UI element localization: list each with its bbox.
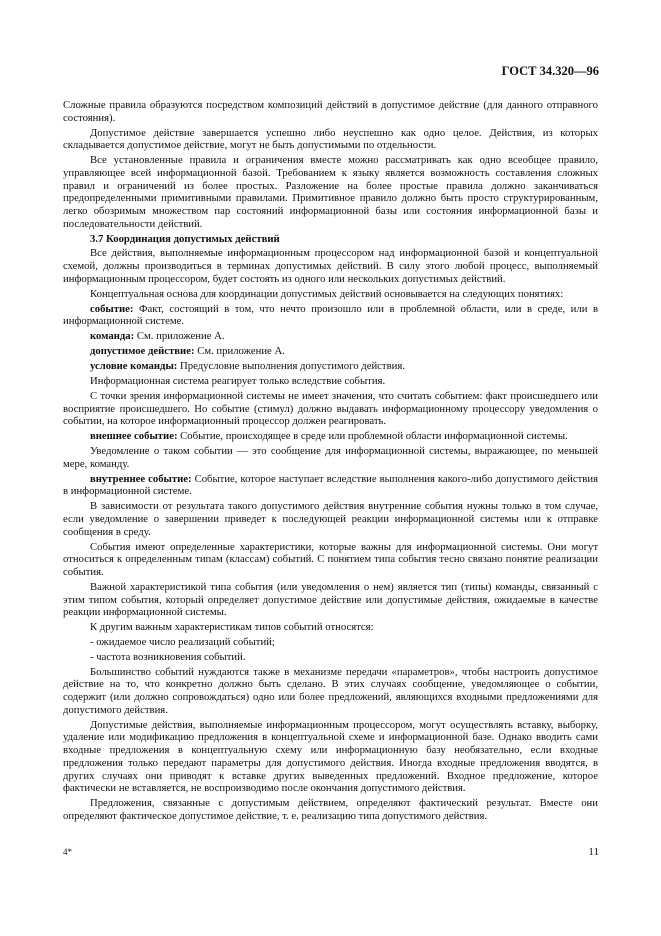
page-number: 11 (588, 846, 599, 858)
definition-text: См. приложение А. (194, 345, 285, 358)
definition-text: Факт, состоящий в том, что нечто произошло или в проблемной области, или в среде, или в информационной системе. (63, 302, 598, 328)
paragraph: Допустимое действие завершается успешно либо неуспешно как одно целое. Действия, из которых складывается допустимое действие, могут не быть допустимыми по отдельности. (63, 126, 598, 152)
definition-term: допустимое действие: (90, 345, 195, 358)
definition-paragraph (63, 430, 598, 443)
paragraph: Информационная система реагирует только вследствие события. (90, 374, 386, 387)
paragraph: Уведомление о таком событии — это сообщение для информационной системы, выражающее, по меньшей мере, команду. (63, 445, 598, 470)
definition-term: внешнее событие: (90, 430, 178, 443)
paragraph: Концептуальная основа для координации допустимых действий основывается на следующих понятиях: (90, 287, 564, 300)
paragraph: Предложения, связанные с допустимым действием, определяют фактический результат. Вместе они определяют фактическое допустимое действие, т. е. реализацию типа допустимого действия. (63, 797, 598, 822)
footer-sheet-mark: 4* (63, 847, 72, 857)
definition-paragraph (63, 473, 598, 498)
paragraph: Большинство событий нуждаются также в механизме передачи «параметров», чтобы настроить допустимое действие на то, что конкретно должно быть сделано. В этих случаях сообщение, уведомляющее о событии, содержит (или должно сопровождаться) одно или более предложений, являющихся входными предложениями для допустимого действия. (63, 665, 598, 716)
definition-term: условие команды: (90, 360, 178, 373)
definition-paragraph (63, 360, 598, 373)
list-item: - ожидаемое число реализаций событий; (90, 635, 275, 648)
paragraph: Сложные правила образуются посредством композиций действий в допустимое действие (для данного отправного состояния). (63, 99, 598, 124)
paragraph: События имеют определенные характеристики, которые важны для информационной системы. Они могут относиться к определенным типам (классам) событий. С понятием типа события тесно связано понятие реализации события. (63, 540, 598, 578)
definition-term: событие: (90, 302, 134, 315)
list-item: - частота возникновения событий. (90, 650, 246, 663)
paragraph: Важной характеристикой типа события (или уведомления о нем) является тип (типы) команды, связанный с этим типом события, который определяет допустимое действие или допустимые действия, ожидаемые в качестве реакции информационной системы. (63, 580, 598, 619)
body-text (63, 99, 598, 825)
section-heading: 3.7 Координация допустимых действий (90, 232, 280, 245)
definition-term: команда: (90, 330, 135, 343)
paragraph: Допустимые действия, выполняемые информационным процессором, могут осуществлять вставку, выборку, удаление или модификацию предложения в концептуальной схеме и информационной базе. Однако вводить сами входные предложения в концептуальную схему или информационную базу необязательно, если входные предложения только передают параметры для допустимого действия. Иногда входные предложения вводятся, в других случаях они приводят к вставке других выведенных предложений. Входное предложение, которое фактически не вставляется, не воспроизводимо после окончания допустимого действия. (63, 718, 598, 795)
definition-term: внутреннее событие: (90, 472, 192, 485)
definition-text: Событие, происходящее в среде или проблемной области информационной системы. (177, 430, 568, 443)
definition-text: См. приложение А. (134, 330, 225, 343)
paragraph: К другим важным характеристикам типов событий относятся: (90, 621, 374, 634)
paragraph: Все действия, выполняемые информационным процессором над информационной базой и концептуальной схемой, должны производиться в терминах допустимых действий. В силу этого любой процесс, выполняемый информационным процессором, будет состоять из одного или нескольких допустимых действий. (63, 247, 598, 285)
definition-paragraph (63, 303, 598, 328)
paragraph: В зависимости от результата такого допустимого действия внутренние события нужны только в том случае, если уведомление о завершении приведет к последующей реакции информационной системы или к отправке сообщения в среду. (63, 500, 598, 538)
paragraph: С точки зрения информационной системы не имеет значения, что считать событием: факт происшедшего или восприятие происшедшего. Но событие (стимул) должно выдавать информационному процессору уведомления о событии, на которое информационный процессор должен реагировать. (63, 389, 598, 428)
definition-paragraph (63, 345, 598, 358)
definition-text: Предусловие выполнения допустимого действия. (177, 360, 405, 373)
definition-text: Событие, которое наступает вследствие выполнения какого-либо допустимого действия в информационной системе. (63, 472, 598, 498)
paragraph: Все установленные правила и ограничения вместе можно рассматривать как одно всеобщее правило, управляющее всей информационной базой. Требованием к языку является возможность составления сложных правил и ограничений из более простых. Разложение на более простые правила должно заканчиваться предопределенными примитивными правилами. Примитивное правило должно быть просто структурированным, легко обозримым множеством пар состояний информационной базы или состояния информационной базы и последовательности действий. (63, 154, 598, 230)
document-code-header: ГОСТ 34.320—96 (501, 64, 599, 78)
definition-paragraph (63, 330, 598, 343)
